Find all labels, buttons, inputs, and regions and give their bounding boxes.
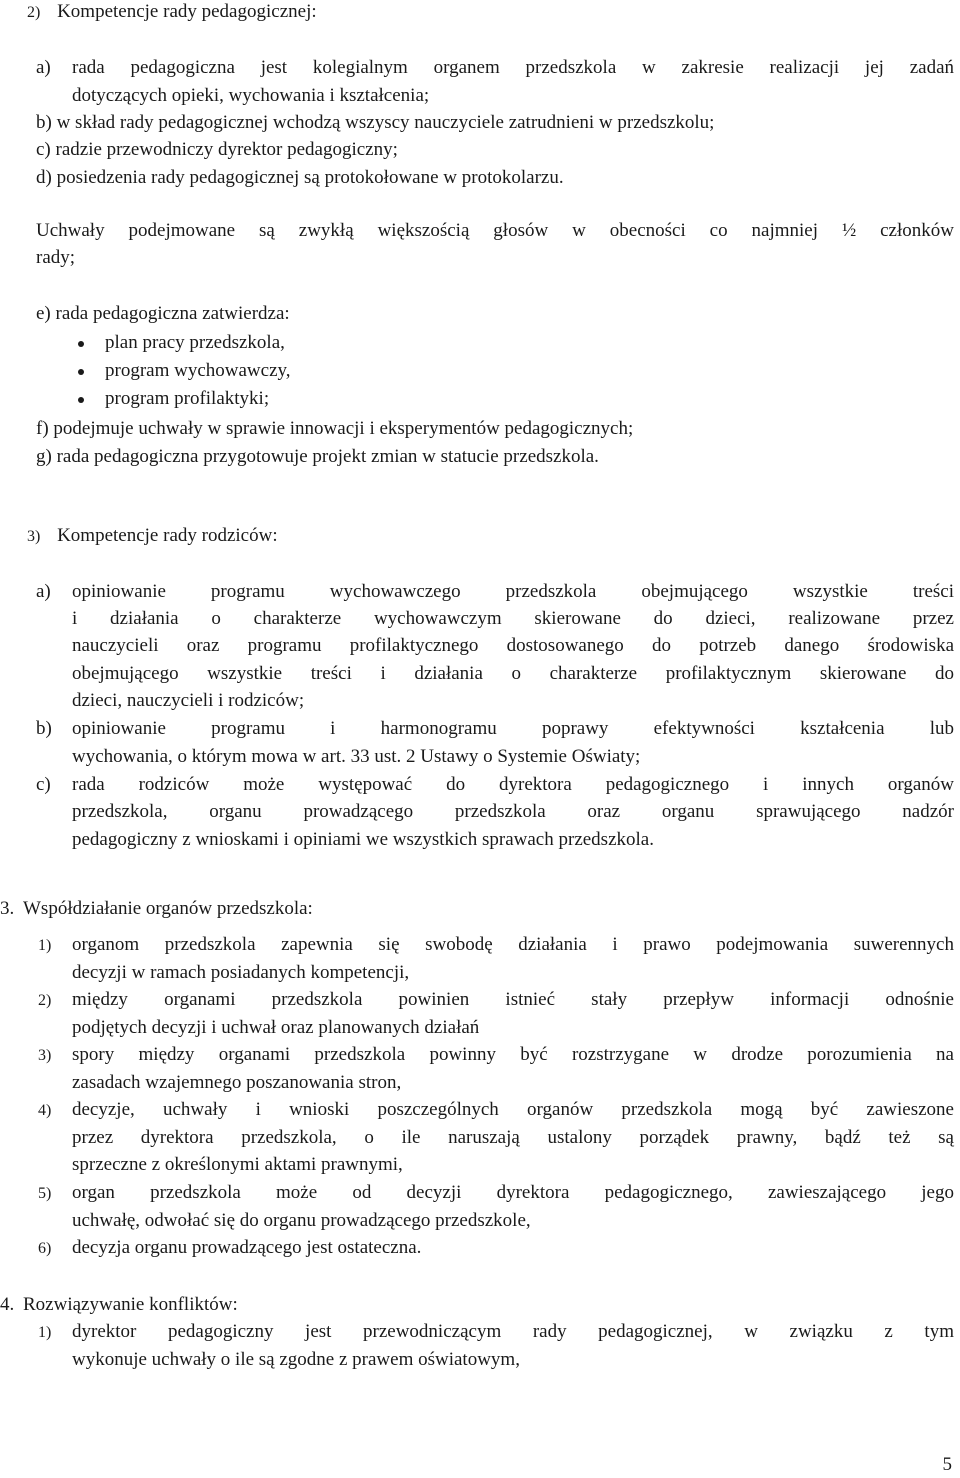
section-heading: 3) Kompetencje rady rodziców: [27, 525, 278, 546]
section-heading: 2) Kompetencje rady pedagogicznej: [27, 1, 317, 22]
list-label: 3) [38, 1047, 52, 1064]
list-item: d) posiedzenia rady pedagogicznej są protokołowane w protokolarzu. [36, 167, 564, 188]
bullet-item: program wychowawczy, [105, 360, 291, 381]
list-item: c) radzie przewodniczy dyrektor pedagogiczny; [36, 139, 398, 160]
section-heading: 3. Współdziałanie organów przedszkola: [0, 898, 313, 919]
paragraph-line: wychowania, o którym mowa w art. 33 ust. 2 Ustawy o Systemie Oświaty; [72, 746, 641, 767]
list-item: e) rada pedagogiczna zatwierdza: [36, 303, 290, 324]
paragraph-line: i działania o charakterze wychowawczym skierowane do dzieci, realizowane przez [72, 608, 954, 629]
paragraph-line: opiniowanie programu i harmonogramu poprawy efektywności kształcenia lub [72, 718, 954, 739]
paragraph-line: przedszkola, organu prowadzącego przedszkola oraz organu sprawującego nadzór [72, 801, 954, 822]
bullet-icon [78, 369, 84, 375]
bullet-item: plan pracy przedszkola, [105, 332, 285, 353]
list-label: 4) [38, 1102, 52, 1119]
list-label: a) [36, 581, 51, 602]
paragraph-line: nauczycieli oraz programu profilaktycznego dostosowanego do potrzeb danego środowiska [72, 635, 954, 656]
paragraph-line: wykonuje uchwały o ile są zgodne z prawem oświatowym, [72, 1349, 520, 1370]
paragraph-line: organ przedszkola może od decyzji dyrektora pedagogicznego, zawieszającego jego [72, 1182, 954, 1203]
list-label: 2) [38, 992, 52, 1009]
paragraph-line: przez dyrektora przedszkola, o ile naruszają ustalony porządek prawny, bądź też są [72, 1127, 954, 1148]
list-label: b) [36, 718, 52, 739]
paragraph-line: między organami przedszkola powinien istnieć stały przepływ informacji odnośnie [72, 989, 954, 1010]
paragraph-line: organom przedszkola zapewnia się swobodę działania i prawo podejmowania suwerennych [72, 934, 954, 955]
paragraph-line: Uchwały podejmowane są zwykłą większością głosów w obecności co najmniej ½ członków [36, 220, 954, 241]
bullet-item: program profilaktyki; [105, 388, 270, 409]
list-label: 1) [38, 1324, 52, 1341]
section-heading: 4. Rozwiązywanie konfliktów: [0, 1294, 238, 1315]
paragraph-line: decyzja organu prowadzącego jest ostateczna. [72, 1237, 422, 1258]
list-label: 5) [38, 1185, 52, 1202]
paragraph-line: dyrektor pedagogiczny jest przewodniczącym rady pedagogicznej, w związku z tym [72, 1321, 954, 1342]
list-label: a) [36, 57, 51, 78]
paragraph-line: rada rodziców może występować do dyrektora pedagogicznego i innych organów [72, 774, 954, 795]
paragraph-line: sprzeczne z określonymi aktami prawnymi, [72, 1154, 403, 1175]
page-number: 5 [942, 1454, 952, 1475]
paragraph-line: zasadach wzajemnego poszanowania stron, [72, 1072, 402, 1093]
paragraph-line: pedagogiczny z wnioskami i opiniami we wszystkich sprawach przedszkola. [72, 829, 654, 850]
list-label: c) [36, 774, 51, 795]
paragraph-line: uchwałę, odwołać się do organu prowadzącego przedszkole, [72, 1210, 531, 1231]
paragraph-line: obejmującego wszystkie treści i działania o charakterze profilaktycznym skierowane do [72, 663, 954, 684]
bullet-icon [78, 397, 84, 403]
paragraph-line: rady; [36, 247, 76, 268]
paragraph-line: podjętych decyzji i uchwał oraz planowanych działań [72, 1017, 480, 1038]
paragraph-line: spory między organami przedszkola powinny być rozstrzygane w drodze porozumienia na [72, 1044, 954, 1065]
paragraph-line: rada pedagogiczna jest kolegialnym organem przedszkola w zakresie realizacji jej zadań [72, 57, 954, 78]
paragraph-line: decyzje, uchwały i wnioski poszczególnych organów przedszkola mogą być zawieszone [72, 1099, 954, 1120]
paragraph-line: dzieci, nauczycieli i rodziców; [72, 690, 305, 711]
list-item: b) w skład rady pedagogicznej wchodzą wszyscy nauczyciele zatrudnieni w przedszkolu; [36, 112, 715, 133]
list-item: g) rada pedagogiczna przygotowuje projekt zmian w statucie przedszkola. [36, 446, 599, 467]
bullet-icon [78, 341, 84, 347]
paragraph-line: dotyczących opieki, wychowania i kształcenia; [72, 85, 430, 106]
list-label: 1) [38, 937, 52, 954]
list-label: 6) [38, 1240, 52, 1257]
paragraph-line: decyzji w ramach posiadanych kompetencji, [72, 962, 410, 983]
list-item: f) podejmuje uchwały w sprawie innowacji i eksperymentów pedagogicznych; [36, 418, 634, 439]
paragraph-line: opiniowanie programu wychowawczego przedszkola obejmującego wszystkie treści [72, 581, 954, 602]
